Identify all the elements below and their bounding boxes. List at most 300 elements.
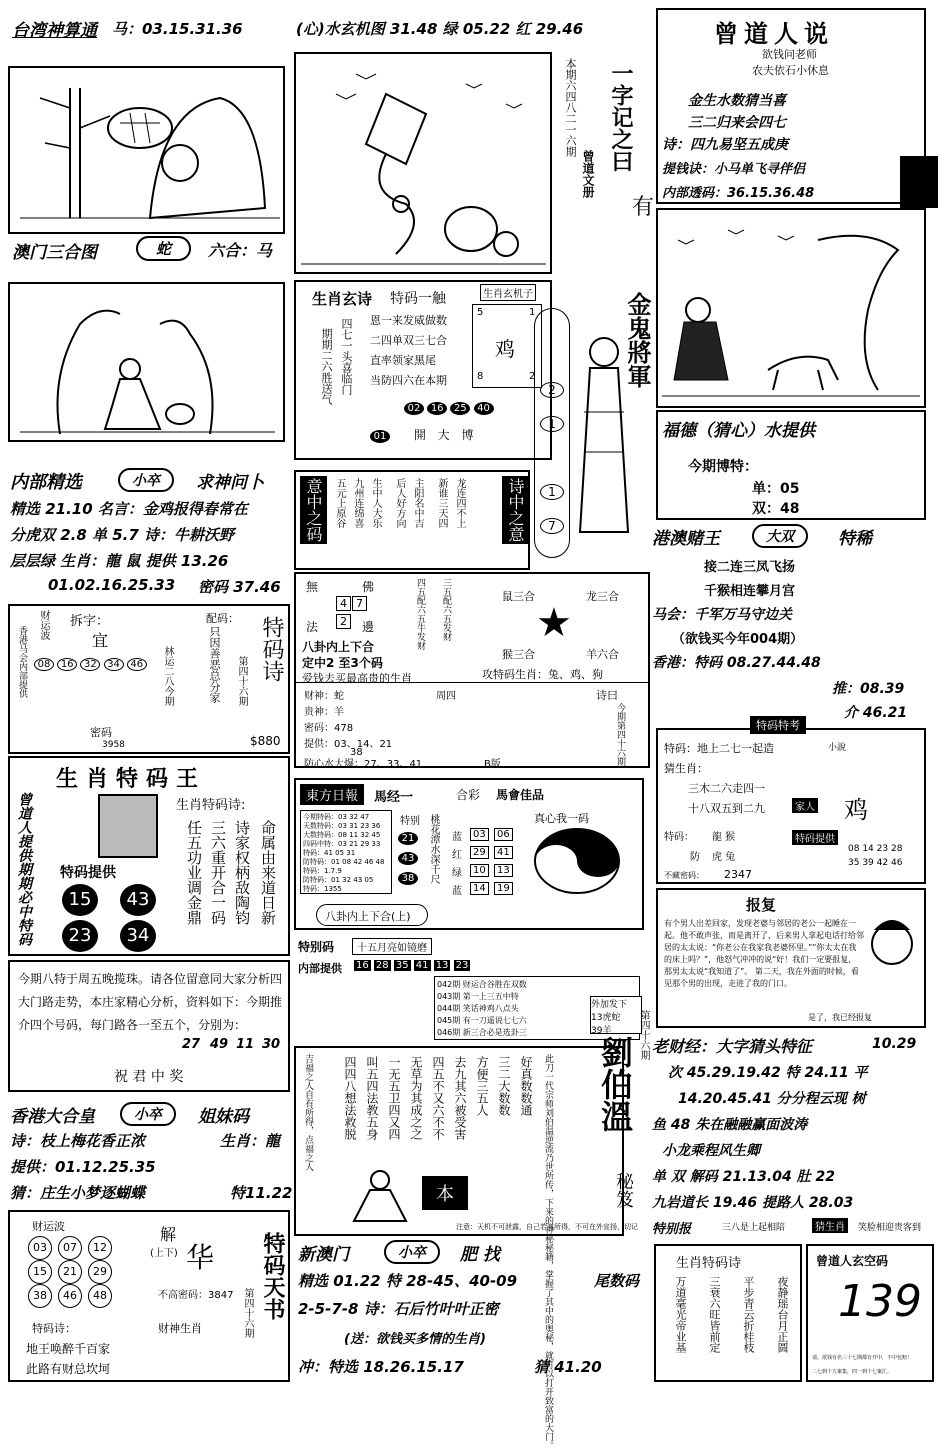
laocai-l5: 单 双 解码 21.13.04 肚 22 [652, 1169, 835, 1185]
xinao-line2: 2-5-7-8 诗：石后竹叶叶正密 [298, 1300, 499, 1318]
tezhi-big: 鸡 [844, 796, 868, 824]
tianshu-num: 46 [58, 1284, 82, 1308]
zi-line2: 定中2 至3个码 [302, 656, 383, 670]
dwang-tail: 特稀 [838, 529, 872, 549]
laocai-l7c: 猜生肖 [812, 1218, 848, 1233]
peima-label: 配码： [206, 612, 239, 625]
tezhi-l1: 特码：地上二七一起造 [664, 742, 774, 755]
chaizi-char: 宜 [92, 631, 109, 650]
laocai-title: 老财经：大字猜头特征 [652, 1037, 813, 1056]
guiren-label: 贵神：羊 [304, 707, 344, 718]
macau-zodiac: 蛇 [136, 236, 191, 261]
bo-num: 14 [470, 882, 489, 895]
bo-num: 13 [494, 864, 513, 877]
tezhi-num: 28 [890, 844, 903, 854]
dwang-jie: 介 46.21 [844, 705, 908, 721]
he: 羊六合 [586, 648, 619, 661]
tianshu-num: 12 [88, 1236, 112, 1260]
tebie-num: 38 [398, 872, 418, 885]
tezhi-l2: 猜生肖： [664, 762, 708, 775]
zi-char: 邊 [362, 620, 375, 634]
mima-number: 3958 [102, 740, 125, 750]
immortal-drawing [340, 1166, 420, 1226]
yinyang-icon [532, 826, 622, 896]
zi-mima2: 38 [350, 747, 363, 758]
sxs-col: 三衰六旺皆前定 [708, 1276, 721, 1353]
tezhi-num: 08 [848, 844, 860, 854]
texie-wave-label: 财运波 [38, 610, 49, 640]
tezhi-l3: 三木二六走四一 [688, 782, 765, 795]
notice-text: 今期八特于周五晚揽珠。请各位留意同大家分析四大门路走势，本庄家精心分析，资料如下：今期推介四个号码，每门路各一至五个，分别为： [18, 972, 283, 1032]
xinao-line1b: 尾数码 [594, 1272, 640, 1290]
jiyi-char: 有 [632, 195, 655, 220]
tbl-row: 四码中特：03 21 29 33 [303, 840, 381, 848]
laocai-l7: 特别报 [652, 1222, 692, 1237]
tebie-list-num: 28 [375, 960, 389, 971]
liubo-title: 劉伯溫 [596, 1036, 634, 1132]
xuan-num: 8 [477, 371, 484, 382]
jiyi-title: 一字记之曰 [608, 62, 634, 172]
taiwan-title: 台湾神算通 [12, 21, 97, 41]
laocai-l6: 九岩道长 19.46 提路人 28.03 [652, 1195, 854, 1211]
dongfang-banner [316, 904, 428, 926]
sz-p4: 提钱诀：小马单飞寻伴侣 [662, 162, 806, 177]
notice-num: 27 [182, 1037, 201, 1052]
sz-p3: 诗：四九易坚五成庚 [662, 137, 788, 153]
tezhi-header: 特码特考 [750, 716, 806, 734]
poem-col: 去九其六被受害 [453, 1056, 467, 1140]
notice-num: 49 [210, 1037, 229, 1052]
dwang-section [648, 520, 938, 720]
dahe-title: 香港大合皇 [10, 1107, 95, 1127]
tezhi-num: 23 [876, 844, 889, 854]
dongfang-mh: 馬會佳品 [496, 788, 545, 802]
dwang-tui: 推：08.39 [832, 681, 905, 697]
tezhi-tm: 特码： [664, 832, 694, 843]
wave-number: 46 [127, 658, 147, 671]
poem-col: 无草为其成之之 [409, 1056, 423, 1140]
zi-line1: 八卦内上下合 [302, 640, 375, 654]
bo-num: 19 [494, 882, 513, 895]
bo-label: 蓝 [452, 832, 462, 843]
tezhi-xiao: 小說 [828, 743, 847, 753]
tianshu-box [8, 1210, 290, 1382]
row3-char: 開 [413, 428, 426, 442]
yizhong-p3: 新谁三天四 [436, 478, 447, 528]
neibu-tag: 小卒 [118, 468, 174, 492]
neibu-title: 内部精选 [10, 472, 82, 493]
xuan-grid [472, 304, 542, 388]
laocai-l2: 14.20.45.41 分分程云现 树 [678, 1091, 866, 1107]
macau-liuhe: 六合：马 [208, 241, 273, 260]
jingui-number: 2 [540, 382, 564, 398]
hunter-drawing [658, 210, 924, 406]
dahe-line3b: 特11.22 [230, 1184, 293, 1202]
liubo-qi: 第四十六期 [638, 1010, 649, 1060]
notice-num: 11 [236, 1037, 255, 1052]
tebie-tigong: 内部提供 [298, 962, 342, 975]
dahe-line1: 诗：枝上梅花香正浓 [10, 1132, 146, 1150]
tm-line: 二四单双三七合 [370, 334, 447, 347]
fude-dan: 单：05 [752, 481, 800, 497]
sz-p5: 内部透码：36.15.36.48 [662, 186, 815, 201]
tbl-row: 天数特码：03 31 23 36 [303, 822, 381, 830]
banner-text: 八卦内上下合(上) [325, 910, 411, 923]
baofu-title: 报复 [746, 896, 777, 914]
sz-title: 曾道人说 [714, 19, 834, 48]
tezhi-box [656, 719, 926, 884]
jingui-title: 金鬼將軍 [623, 292, 652, 388]
kite-illustration [294, 52, 552, 274]
dwang-p2: 千猴相连攀月宫 [704, 584, 796, 599]
kong-box [806, 1244, 934, 1382]
jingui-number: 1 [540, 484, 564, 500]
he: 猴三合 [502, 648, 535, 661]
zi-lower [296, 682, 648, 770]
texie-price: $880 [250, 734, 281, 748]
ball-number: 15 [62, 884, 98, 916]
tm-line: 恩一来发威做数 [370, 314, 447, 327]
poem-ben: 本 [422, 1176, 468, 1210]
tebie-list-num: 16 [356, 960, 369, 971]
side-vertical-text: 本期六四八二一六期 [564, 58, 577, 157]
xuan-num: 2 [529, 371, 536, 382]
sxs-col: 夜静瑶台月正圆 [776, 1276, 789, 1353]
zi-char: 無 [306, 580, 319, 594]
tebie-label: 特别 [400, 816, 420, 827]
bo-num: 10 [470, 864, 489, 877]
caishen-v: 39羊 [591, 1026, 612, 1036]
tebie-item: 042期 财运合谷胜在双数 [437, 980, 527, 989]
kong-foot: 请，欲钱有名三十七期都有开中，不中包赔！ [812, 1355, 913, 1361]
bo-label: 蓝 [452, 886, 462, 897]
sz-p1: 金生水数猜当喜 [688, 93, 786, 109]
dwang-p4: （欲钱买今年004期） [672, 632, 804, 647]
xuan-title: 生肖玄机子 [480, 284, 536, 301]
caojiao-text: 曾道文册 [581, 150, 595, 198]
sxwang-poem-3: 诗家权柄敌陶钧 [233, 820, 251, 925]
tbl-row: 大数特码：08 11 32 45 [303, 831, 381, 839]
xuan-char: 鸡 [495, 337, 515, 361]
zi-num: 2 [336, 614, 351, 629]
tebie-title: 特别码 [298, 940, 335, 954]
sxxs-row2 [370, 426, 540, 450]
xuanji-header [292, 8, 652, 48]
texie-side: 香港马会内部提供 [17, 626, 27, 698]
liuhe-text: 桃花潭水深千尺 [428, 814, 439, 884]
dahe-tail: 姐妹码 [198, 1107, 249, 1127]
sxwang-side: 曾道人提供期期必中特码 [16, 792, 32, 946]
kong-foot2: 二七到十五案集，四一到十七案汇。 [812, 1369, 893, 1375]
gong-text: 攻特码生肖：兔、鸡、狗 [482, 668, 603, 681]
tezhi-num: 39 [862, 858, 874, 868]
sxxs-poem-1: 四七一头喜临门 [340, 318, 353, 395]
wave-number: 08 [34, 658, 54, 671]
dongfang-table [300, 810, 392, 894]
dahe-line2: 提供：01.12.25.35 [10, 1158, 156, 1176]
laocai-l4: 小龙乘程风生卿 [662, 1143, 760, 1159]
texie-box [8, 604, 290, 754]
tianshu-poem-1: 地王唤醉千百家 [26, 1342, 111, 1356]
tebie-list-num: 35 [395, 960, 409, 971]
sxs-col: 平步青云折桂枝 [742, 1276, 755, 1353]
row-num: 25 [450, 402, 470, 415]
ball-number: 23 [62, 920, 98, 952]
ball-number: 43 [120, 884, 156, 916]
tezhi-fang-v: 虎 兔 [712, 852, 736, 863]
sxwang-title: 生肖特码王 [56, 766, 207, 792]
xinao-tag: 小卒 [384, 1240, 440, 1264]
sxwang-box [8, 756, 290, 956]
row3-char: 博 [461, 428, 474, 442]
caishen-box [590, 996, 642, 1034]
zi-num: 7 [352, 596, 367, 611]
macau-title: 澳门三合图 [12, 243, 97, 263]
sxwang-poem-title: 生肖特码诗: [176, 798, 246, 813]
texie-qi: 第四十六期 [236, 656, 247, 706]
tbl-row: 特码：1355 [303, 885, 342, 893]
dahe-tag: 小卒 [120, 1102, 176, 1126]
tianshu-num: 07 [58, 1236, 82, 1260]
neibu-line4: 01.02.16.25.33 [48, 576, 176, 594]
kite-drawing [296, 54, 550, 272]
sxwang-poem-4: 命属由来道日新 [259, 820, 277, 925]
xinao-line1: 精选 01.22 特 28-45、40-09 [298, 1272, 518, 1290]
notice-num: 30 [262, 1037, 281, 1052]
tianshu-num: 21 [58, 1260, 82, 1284]
neibu-tail: 求神问卜 [196, 473, 264, 493]
tianshu-mima: 不高密码：3847 [158, 1290, 234, 1301]
tezhi-label-j: 特码提供 [792, 830, 838, 845]
tianshu-caishen: 财神生肖 [158, 1322, 202, 1335]
row3-char: 大 [437, 428, 450, 442]
yizhong-p1: 九州连绵喜 [352, 478, 363, 528]
caishen-sx: 13虎蛇 [591, 1013, 621, 1023]
kong-title: 曾道人玄空码 [816, 1254, 889, 1268]
xuanji-text: (心)水玄机图 31.48 绿 05.22 红 29.46 [296, 20, 584, 38]
baofu-box [656, 888, 926, 1028]
fude-title: 福德（猜心）水提供 [662, 421, 815, 441]
dwang-tag: 大双 [752, 524, 808, 548]
tebie-num: 43 [398, 852, 418, 865]
jingui-section [534, 292, 652, 568]
yizhong-right: 诗中之意 [502, 476, 529, 544]
neibu-line2: 分虎双 2.8 单 5.7 诗：牛耕沃野 [10, 526, 235, 544]
dahe-section [8, 1098, 292, 1208]
tezhi-mima: 不藏密码： [664, 871, 704, 880]
jingui-number: 1 [540, 416, 564, 432]
tbl-row: 今期特码：03 32 47 [303, 813, 370, 821]
he: 鼠三合 [502, 590, 535, 603]
bo-num: 03 [470, 828, 489, 841]
poem-col: 四四八想法救脱 [343, 1056, 357, 1140]
dahe-line1b: 生肖：龍 [220, 1132, 281, 1150]
poem-col: 叫五四法教五身 [365, 1056, 379, 1140]
xinao-section [294, 1236, 654, 1382]
tm-line: 当防四六在本期 [370, 374, 447, 387]
sxwang-tigong: 特码提供 [60, 865, 116, 881]
tezhi-l4: 十八双五到二九 [688, 802, 765, 815]
liubo-text: 此刀一代宗师刘伯温逆流乃世所传，下来的神秘秘籍，掌握了其中的奥秘，就可以打开致富的大门。 [543, 1054, 553, 1450]
tm-line: 直率领家黑尾 [370, 354, 436, 367]
tebie-item: 044期 笑话神鸡八点头 [437, 1004, 519, 1013]
row-num: 16 [427, 402, 447, 415]
tianshu-num: 38 [28, 1284, 52, 1308]
tebie-item: 045期 有一刀遥说七七六 [437, 1016, 527, 1025]
laocai-l7b: 三八是上起相陪 [722, 1223, 786, 1233]
xinao-tail: 肥 找 [460, 1245, 500, 1265]
tianshu-num: 29 [88, 1260, 112, 1284]
tezhi-fang: 防 [690, 852, 700, 863]
baofu-text: 有个男人出差回家，发现老婆与邻居的老公一起睡在一起。他不敢声张，而是离开了，后来男人拿起电话打给邻居的太太说：“你老公在我家我老婆怀里。”“你太太在我的床上吗？”，他怒气冲冲的说“好！我们一定要报复，那男太太说“我知道了”。 第二天，我在外面的时候，看见那个男的出现，走进了我的门口。 [664, 919, 864, 988]
tezhi-numbers [848, 842, 924, 870]
tianshu-wave-label: 财运波 [32, 1220, 65, 1233]
xinao-line3: (送：欲钱买多情的生肖) [344, 1332, 486, 1347]
tianshu-num: 03 [28, 1236, 52, 1260]
tianshu-numbers [28, 1236, 136, 1308]
dwang-title: 港澳赌王 [652, 529, 720, 549]
sxwang-poem-2: 三六重开合一码 [209, 820, 227, 925]
zi-char: 佛 [362, 580, 375, 594]
tebie-banner: 十五月亮如镜磨 [352, 938, 432, 955]
xinao-title: 新澳门 [298, 1245, 349, 1265]
zhen-title: 真心我一码 [534, 812, 589, 825]
bo-label: 红 [452, 850, 462, 861]
tebie-item: 043期 第一上三五中特 [437, 992, 519, 1001]
he: 龙三合 [586, 590, 619, 603]
jingui-number: 7 [540, 518, 564, 534]
dongfang-box [294, 778, 644, 930]
dongfang-ma: 馬经一 [374, 790, 414, 805]
baofu-sign: 是了，我已经报复 [808, 1013, 872, 1022]
yizhong-left: 意中之码 [300, 476, 327, 544]
bo-label: 绿 [452, 868, 462, 879]
tianshu-poem-label: 特码诗： [32, 1322, 76, 1335]
yizhong-p2: 后人好方向 [394, 478, 405, 528]
poem-col: 好真数数通 [519, 1056, 533, 1116]
zi-zhou: 周四 [436, 691, 456, 702]
zi-char: 法 [306, 620, 319, 634]
tezhi-num: 42 [876, 858, 889, 868]
tebie-section [294, 936, 644, 1042]
row-num: 40 [474, 402, 494, 415]
black-tab-marker [900, 156, 938, 208]
xuan-num: 1 [529, 307, 536, 318]
poem-col: 三二大数数 [497, 1056, 511, 1116]
dahe-line3: 猜：庄生小梦逐蝴蝶 [10, 1184, 146, 1202]
dwang-p5: 香港：特码 08.27.44.48 [652, 655, 821, 671]
sxxs-box [294, 280, 552, 460]
tebie-numbers [354, 960, 470, 971]
laocai-t1: 10.29 [872, 1036, 917, 1052]
tortoise-illustration [8, 66, 285, 234]
tianshu-num: 15 [28, 1260, 52, 1284]
wave-number: 34 [104, 658, 124, 671]
tebie-list-num: 41 [415, 960, 429, 971]
wave-number: 32 [80, 658, 100, 671]
texie-wave-numbers [34, 658, 144, 671]
kong-num: 139 [838, 1276, 922, 1327]
neibu-section [8, 462, 290, 602]
xinao-line4b: 猜 41.20 [534, 1358, 602, 1376]
zi-num: 4 [336, 596, 351, 611]
tezhi-num: 46 [890, 858, 903, 868]
dwang-p3: 马会：千军万马守边关 [652, 607, 792, 623]
sz-sub2: 农夫依石小休息 [752, 64, 829, 77]
tebie-list-num: 23 [455, 960, 469, 971]
tianshu-char: 华 [186, 1241, 215, 1274]
row-num: 02 [404, 402, 424, 415]
yizhong-p3: 龙连四不上 [454, 478, 465, 528]
tebie-num: 21 [398, 832, 418, 845]
sage-illustration [8, 282, 285, 442]
chaizi-label: 拆字： [70, 614, 110, 629]
santa-drawing [864, 910, 920, 970]
bo-num: 29 [470, 846, 489, 859]
poem-col: 四五不又六不不 [431, 1056, 445, 1140]
row-num: 01 [370, 430, 390, 443]
tbl-row: 特码：41 05 31 [303, 849, 356, 857]
sxxs-title: 生肖玄诗 [312, 290, 373, 308]
dongfang-hc: 合彩 [456, 788, 481, 802]
tianshu-title: 特码天书 [260, 1232, 286, 1320]
tezhi-mima-v: 2347 [724, 868, 752, 881]
tianshu-poem-2: 此路有财总坎坷 [26, 1362, 111, 1376]
yizhong-p2: 主阳名中吉 [412, 478, 423, 528]
peima-value: 只因善恶总分家 [208, 626, 221, 703]
tianshu-sub: (上下) [150, 1248, 178, 1259]
zi-fang: 防心水大爆：27、33、41 [304, 759, 423, 770]
neibu-line4b: 密码 37.46 [198, 578, 281, 596]
star-icon: ★ [536, 600, 572, 646]
tianshu-num: 48 [88, 1284, 112, 1308]
sxwang-portrait [98, 794, 158, 858]
zi-shiqu: 诗曰 [596, 689, 618, 702]
zi-col: 四五配六五牛发财 [415, 578, 425, 650]
zi-mima: 密码：478 [304, 723, 354, 734]
fude-label: 今期博特： [688, 459, 758, 475]
sz-box [656, 8, 926, 204]
fude-box [656, 410, 926, 520]
mima-label: 密码 [90, 726, 112, 739]
tbl-row: 防特码：01 32 43 05 [303, 876, 374, 884]
zi-line3: 爱钱去买最高贵的生肖 [302, 672, 412, 685]
macau-header [8, 234, 288, 264]
liubo-sub: 秘笈 [613, 1172, 634, 1208]
notice-box [8, 960, 290, 1092]
wave-number: 16 [57, 658, 77, 671]
jiesha-text: 林运二八今期 [162, 646, 173, 706]
sxxs-poem-2: 期期二六胜送气 [320, 328, 333, 405]
xinao-line4: 冲：特选 18.26.15.17 [298, 1358, 464, 1376]
tezhi-label-k: 家人 [792, 798, 818, 813]
ball-number: 34 [120, 920, 156, 952]
fude-shuang: 双：48 [752, 501, 800, 517]
poem-col: 吉福之人自有所得，点福之人 [303, 1054, 313, 1171]
dongfang-title: 東方日報 [300, 784, 364, 805]
poem-tip: 注意：天机不可泄露，自己若有所得，不可在外宣扬，切记 [456, 1223, 638, 1231]
taiwan-numbers: 马：03.15.31.36 [112, 20, 243, 38]
sz-p2: 三二归来会四七 [688, 115, 786, 131]
tezhi-num: 14 [862, 844, 874, 854]
zi-qi2: 今期第四十六期 [615, 703, 625, 766]
yizhong-p1: 五元上原谷 [334, 478, 345, 528]
tebie-item: 046期 新三合必是选卦三 [437, 1028, 527, 1037]
laocai-section [648, 1032, 938, 1238]
sz-sub1: 欲钱问老师 [762, 48, 817, 61]
laocai-l3: 鱼 48 朱在融融赢面波涛 [652, 1117, 808, 1133]
laocai-l7d: 笑脸相迎贵客到 [858, 1223, 922, 1233]
